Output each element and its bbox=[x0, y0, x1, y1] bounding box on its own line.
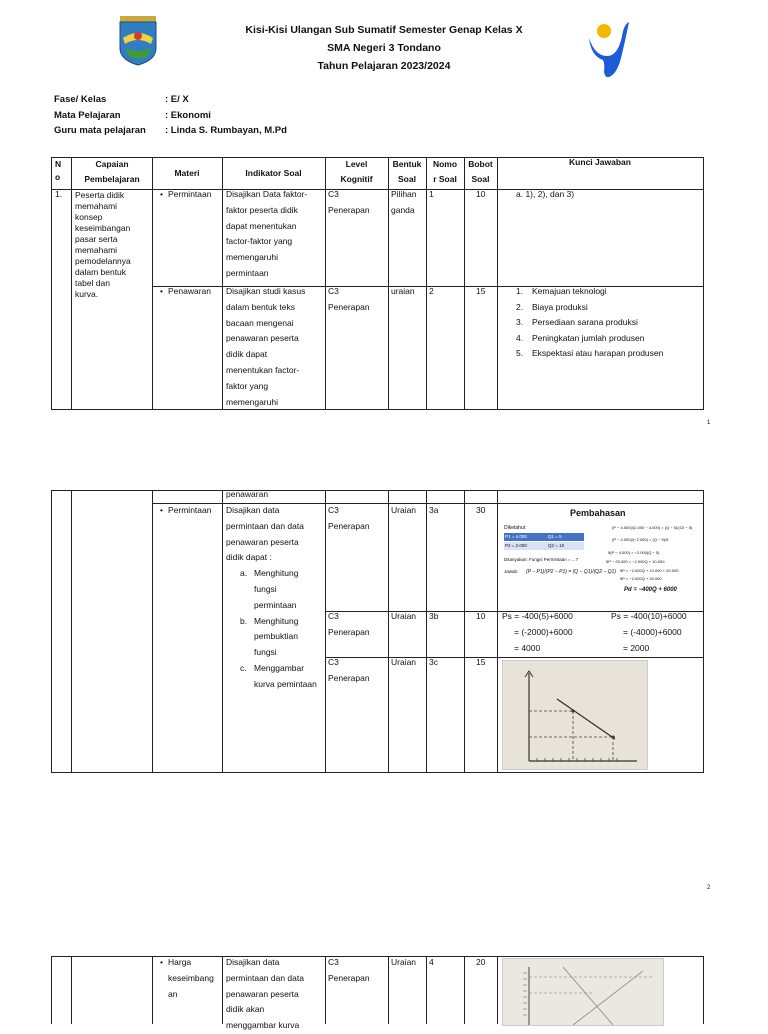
guru-label: Guru mata pelajaran bbox=[54, 125, 146, 136]
fase-label: Fase/ Kelas bbox=[54, 94, 107, 105]
p2-indikator: Disajikan data permintaan dan data penawaran peserta didik dapat : a. Menghitung fungsi permintaan b. Menghitung pembuktian fungsi c. Menggambar kurva pemintaan bbox=[226, 505, 317, 689]
q1-value: Q1 = 5 bbox=[548, 534, 562, 539]
doc-title-line1: Kisi-Kisi Ulangan Sub Sumatif Semester Genap Kelas X bbox=[245, 24, 523, 36]
header-materi: Materi bbox=[174, 168, 200, 178]
page-number-1: 1 bbox=[707, 420, 711, 426]
p2-cont-text: penawaran bbox=[226, 489, 269, 499]
step3: 5(P − 4.000) = −2.000(Q − 5) bbox=[608, 550, 660, 555]
p2-value: P2 = 2.000 bbox=[505, 543, 527, 548]
p3-materi: • Harga keseimbang an bbox=[160, 957, 214, 999]
step5: 5P = −2.000Q + 10.000 + 20.000 bbox=[620, 568, 679, 573]
p3-indikator: Disajikan data permintaan dan data penawaran peserta didik akan menggambar kurva bbox=[226, 957, 304, 1031]
p2-3c-bentuk: Uraian bbox=[391, 657, 417, 667]
row2-level: C3 Penerapan bbox=[328, 286, 370, 312]
row1-level: C3 Penerapan bbox=[328, 189, 370, 215]
doc-title-line3: Tahun Pelajaran 2023/2024 bbox=[317, 60, 451, 72]
step4: 5P − 20.000 = −2.000Q + 10.000 bbox=[606, 559, 665, 564]
row1-no: 1. bbox=[55, 189, 63, 199]
row2-nomor: 2 bbox=[429, 286, 434, 296]
p2-3c-bobot: 15 bbox=[476, 657, 486, 667]
demand-curve-photo bbox=[502, 660, 648, 770]
row2-materi: • Penawaran bbox=[168, 284, 211, 300]
header-bobot: Bobot Soal bbox=[468, 159, 493, 184]
header-kunci: Kunci Jawaban bbox=[569, 157, 631, 167]
p3-nomor: 4 bbox=[429, 957, 434, 967]
ditanyakan-label: Ditanyakan: Fungsi Permintaan = ...? bbox=[504, 557, 579, 562]
row2-bobot: 15 bbox=[476, 286, 486, 296]
p2-materi: • Permintaan bbox=[168, 503, 211, 519]
p2-3c-level: C3 Penerapan bbox=[328, 657, 370, 683]
q2-value: Q2 = 10 bbox=[548, 543, 565, 548]
equilibrium-curve-photo bbox=[502, 958, 664, 1026]
row2-indikator: Disajikan studi kasus dalam bentuk teks bacaan mengenai penawaran peserta didik dapat menentukan factor- faktor yang memengaruhi bbox=[226, 286, 306, 407]
step6: 5P = −2.000Q + 30.000 bbox=[620, 576, 662, 581]
list-item: 5. Ekspektasi atau harapan produsen bbox=[516, 348, 664, 359]
guru-value: : Linda S. Rumbayan, M.Pd bbox=[165, 125, 287, 136]
header-level: Level Kognitif bbox=[340, 159, 373, 184]
mapel-label: Mata Pelajaran bbox=[54, 110, 121, 121]
header-no: N o bbox=[55, 159, 62, 182]
result: Pd = −400Q + 6000 bbox=[624, 587, 677, 593]
p3-bobot: 20 bbox=[476, 957, 486, 967]
list-item: 4. Peningkatan jumlah produsen bbox=[516, 332, 645, 343]
header-nomor: Nomo r Soal bbox=[432, 159, 458, 184]
p2-3a-bobot: 30 bbox=[476, 505, 486, 515]
mapel-value: : Ekonomi bbox=[165, 110, 211, 121]
header-capaian: Capaian Pembelajaran bbox=[84, 159, 140, 184]
list-item: 3. Persediaan sarana produksi bbox=[516, 317, 638, 328]
p2-3a-bentuk: Uraian bbox=[391, 505, 417, 515]
diketahui-label: Diketahui: bbox=[504, 525, 527, 531]
p2-3b-answer-left: Ps = -400(5)+6000 = (-2000)+6000 = 4000 bbox=[502, 611, 573, 653]
p2-3a-nomor: 3a bbox=[429, 505, 439, 515]
row1-kunci: a. 1), 2), dan 3) bbox=[516, 189, 575, 199]
doc-title-line2: SMA Negeri 3 Tondano bbox=[327, 42, 441, 54]
p3-bentuk: Uraian bbox=[391, 957, 417, 967]
row1-capaian: Peserta didik memahami konsep keseimbangan pasar serta memahami pemodelannya dalam bentuk tabel dan kurva. bbox=[75, 190, 131, 299]
row1-bentuk: Pilihan ganda bbox=[391, 189, 417, 215]
p2-3c-nomor: 3c bbox=[429, 657, 438, 667]
p2-3b-nomor: 3b bbox=[429, 611, 439, 621]
row1-materi: • Permintaan bbox=[168, 187, 211, 203]
fase-value: : E/ X bbox=[165, 94, 189, 105]
row1-indikator: Disajikan Data faktor- faktor peserta didik dapat menentukan factor-faktor yang memengaruhi permintaan bbox=[226, 189, 308, 278]
p2-3b-answer-right: Ps = -400(10)+6000 = (-4000)+6000 = 2000 bbox=[611, 611, 687, 653]
header-indikator: Indikator Soal bbox=[245, 168, 302, 178]
pembahasan-title: Pembahasan bbox=[570, 508, 626, 518]
p3-level: C3 Penerapan bbox=[328, 957, 370, 983]
p2-3b-level: C3 Penerapan bbox=[328, 611, 370, 637]
brand-logo bbox=[585, 20, 630, 78]
p2-3b-bobot: 10 bbox=[476, 611, 486, 621]
p1-value: P1 = 4.000 bbox=[505, 534, 527, 539]
p2-3a-level: C3 Penerapan bbox=[328, 505, 370, 531]
p2-3b-bentuk: Uraian bbox=[391, 611, 417, 621]
row2-bentuk: uraian bbox=[391, 286, 415, 296]
jawab-label: Jawab: bbox=[504, 569, 519, 574]
list-item: 1. Kemajuan teknologi bbox=[516, 286, 607, 296]
row2-kunci bbox=[516, 284, 701, 362]
list-item: 2. Biaya produksi bbox=[516, 301, 588, 312]
pembahasan-image bbox=[500, 505, 702, 609]
header-bentuk: Bentuk Soal bbox=[392, 159, 422, 184]
row1-nomor: 1 bbox=[429, 189, 434, 199]
step2: (P − 4.000)/(−2.000) = (Q − 5)/5 bbox=[612, 537, 669, 542]
page-number-2: 2 bbox=[707, 885, 711, 891]
row1-bobot: 10 bbox=[476, 189, 486, 199]
step1: (P − 4.000)/(2.000 − 4.000) = (Q − 5)/(10 − 5) bbox=[612, 525, 693, 530]
formula: (P − P1)/(P2 − P1) = (Q − Q1)/(Q2 − Q1) bbox=[526, 569, 616, 575]
